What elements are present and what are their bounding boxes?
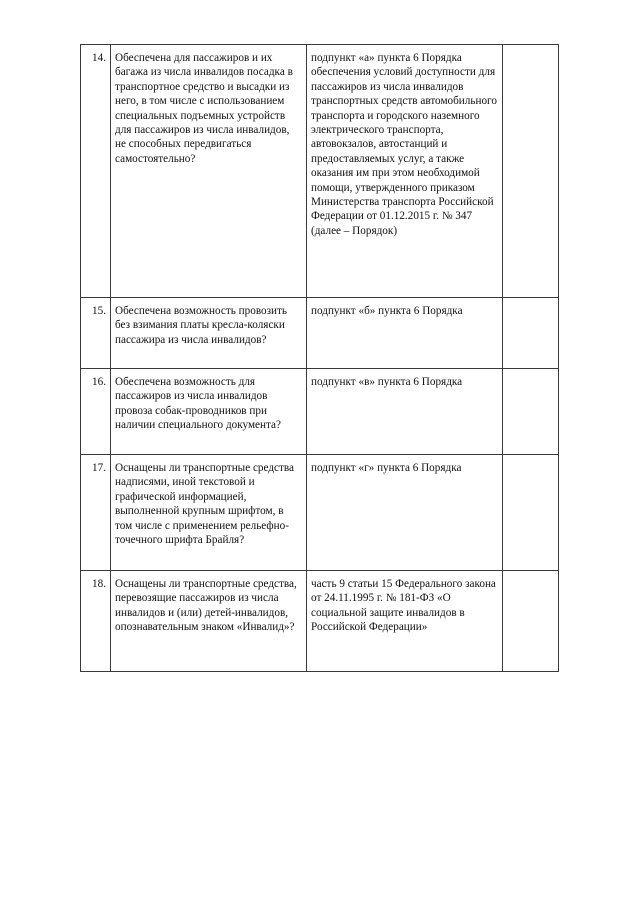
table-row — [81, 369, 559, 455]
question-cell: Оснащены ли транспортные средства, перевозящие пассажиров из числа инвалидов и (или) детей-инвалидов, опознавательным знаком «Инвалид»? — [111, 571, 307, 672]
mark-cell — [503, 571, 559, 672]
reference-cell: подпункт «б» пункта 6 Порядка — [307, 298, 503, 369]
row-number: 18. — [81, 571, 111, 672]
table-row — [81, 45, 559, 298]
row-number: 17. — [81, 455, 111, 571]
row-number: 14. — [81, 45, 111, 298]
mark-cell — [503, 298, 559, 369]
reference-cell: часть 9 статьи 15 Федерального закона от 24.11.1995 г. № 181-ФЗ «О социальной защите инвалидов в Российской Федерации» — [307, 571, 503, 672]
checklist-table — [80, 44, 559, 672]
question-cell: Обеспечена возможность провозить без взимания платы кресла-коляски пассажира из числа инвалидов? — [111, 298, 307, 369]
row-number: 15. — [81, 298, 111, 369]
question-cell: Оснащены ли транспортные средства надписями, иной текстовой и графической информацией, выполненной крупным шрифтом, в том числе с применением рельефно-точечного шрифта Брайля? — [111, 455, 307, 571]
question-cell: Обеспечена возможность для пассажиров из числа инвалидов провоза собак-проводников при наличии специального документа? — [111, 369, 307, 455]
table-row — [81, 455, 559, 571]
table-row — [81, 298, 559, 369]
question-cell: Обеспечена для пассажиров и их багажа из числа инвалидов посадка в транспортное средство и высадки из него, в том числе с использованием специальных подъемных устройств для пассажиров из числа инвалидов, не способных передвигаться самостоятельно? — [111, 45, 307, 298]
mark-cell — [503, 45, 559, 298]
row-number: 16. — [81, 369, 111, 455]
reference-cell: подпункт «в» пункта 6 Порядка — [307, 369, 503, 455]
reference-cell: подпункт «г» пункта 6 Порядка — [307, 455, 503, 571]
reference-cell: подпункт «а» пункта 6 Порядка обеспечения условий доступности для пассажиров из числа инвалидов транспортных средств автомобильного транспорта и городского наземного электрического транспорта, автовокзалов, автостанций и предоставляемых услуг, а также оказания им при этом необходимой помощи, утвержденного приказом Министерства транспорта Российской Федерации от 01.12.2015 г. № 347 (далее – Порядок) — [307, 45, 503, 298]
table-row — [81, 571, 559, 672]
mark-cell — [503, 455, 559, 571]
mark-cell — [503, 369, 559, 455]
